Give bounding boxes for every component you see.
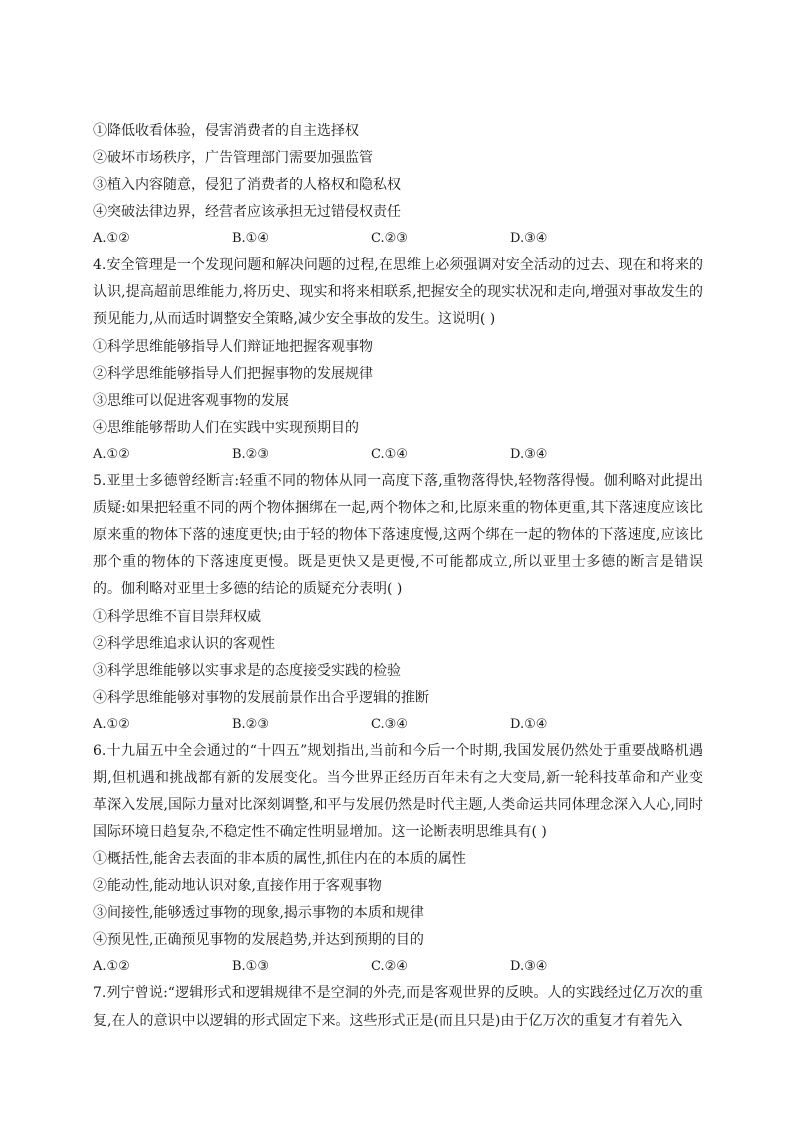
q5-statement-2: ②科学思维追求认识的客观性	[93, 635, 275, 652]
q6-options	[93, 954, 703, 980]
q3-option-d: D.③④	[510, 231, 548, 246]
q6-option-d: D.③④	[510, 959, 548, 975]
q4-statement-1: ①科学思维能够指导人们辩证地把握客观事物	[93, 338, 373, 355]
q6-option-c: C.②④	[371, 959, 408, 975]
q4-statement-2: ②科学思维能够指导人们把握事物的发展规律	[93, 365, 373, 382]
q5-statement-3: ③科学思维能够以实事求是的态度接受实践的检验	[93, 662, 401, 679]
q3-options	[93, 226, 703, 252]
q3-option-a: A.①②	[93, 231, 130, 246]
q6-stem: 6.十九届五中全会通过的“十四五”规划指出,当前和今后一个时期,我国发展仍然处于重要战略机遇期,但机遇和挑战都有新的发展变化。当今世界正经历百年未有之大变局,新一轮科技革命和产业变革深入发展,国际力量对比深刻调整,和平与发展仍然是时代主题,人类命运共同体理念深入人心,同时国际环境日趋复杂,不稳定性不确定性明显增加。这一论断表明思维具有( )	[93, 742, 703, 841]
q4-statement-3: ③思维可以促进客观事物的发展	[93, 392, 289, 409]
q3-statement-2: ②破坏市场秩序，广告管理部门需要加强监管	[93, 150, 373, 166]
q6-option-b: B.①③	[232, 959, 269, 975]
q4-option-a: A.①②	[93, 446, 130, 462]
q5-statement-1: ①科学思维不盲目崇拜权威	[93, 608, 261, 625]
question-content	[93, 118, 703, 1035]
q5-option-d: D.①④	[510, 716, 548, 732]
q3-option-c: C.②③	[371, 231, 408, 246]
q5-option-c: C.③④	[371, 716, 408, 732]
q4-stem: 4.安全管理是一个发现问题和解决问题的过程,在思维上必须强调对安全活动的过去、现在和将来的认识,提高超前思维能力,将历史、现实和将来相联系,把握安全的现实状况和走向,增强对事故发生的预见能力,从而适时调整安全策略,减少安全事故的发生。这说明( )	[93, 257, 703, 328]
q6-option-a: A.①②	[93, 959, 130, 975]
q4-statement-4: ④思维能够帮助人们在实践中实现预期目的	[93, 419, 359, 436]
q6-statement-1: ①概括性,能舍去表面的非本质的属性,抓住内在的本质的属性	[93, 851, 466, 868]
q3-statement-3: ③植入内容随意，侵犯了消费者的人格权和隐私权	[93, 177, 401, 193]
q3-statement-1: ①降低收看体验，侵害消费者的自主选择权	[93, 123, 359, 139]
q5-stem: 5.亚里士多德曾经断言:轻重不同的物体从同一高度下落,重物落得快,轻物落得慢。伽利略对此提出质疑:如果把轻重不同的两个物体捆绑在一起,两个物体之和,比原来重的物体更重,其下落速度应该比原来重的物体下落的速度更快;由于轻的物体下落速度慢,这两个绑在一起的物体的下落速度,应该比那个重的物体的下落速度更慢。既是更快又是更慢,不可能都成立,所以亚里士多德的断言是错误的。伽利略对亚里士多德的结论的质疑充分表明( )	[93, 472, 703, 598]
q4-option-b: B.②③	[232, 446, 269, 462]
q4-option-d: D.③④	[510, 446, 548, 462]
q5-option-b: B.②③	[232, 716, 269, 732]
q6-statement-2: ②能动性,能动地认识对象,直接作用于客观事物	[93, 878, 382, 895]
q4-option-c: C.①④	[371, 446, 408, 462]
q3-option-b: B.①④	[232, 231, 269, 246]
q5-option-a: A.①②	[93, 716, 130, 732]
q6-statement-4: ④预见性,正确预见事物的发展趋势,并达到预期的目的	[93, 932, 424, 949]
q5-statement-4: ④科学思维能够对事物的发展前景作出合乎逻辑的推断	[93, 689, 429, 706]
q7-stem: 7.列宁曾说:“逻辑形式和逻辑规律不是空洞的外壳,而是客观世界的反映。人的实践经过亿万次的重复,在人的意识中以逻辑的形式固定下来。这些形式正是(而且只是)由于亿万次的重复才有着先入	[93, 985, 703, 1029]
q3-statement-4: ④突破法律边界，经营者应该承担无过错侵权责任	[93, 204, 401, 220]
q6-statement-3: ③间接性,能够透过事物的现象,揭示事物的本质和规律	[93, 905, 424, 922]
q5-options	[93, 712, 703, 738]
q4-options	[93, 442, 703, 468]
